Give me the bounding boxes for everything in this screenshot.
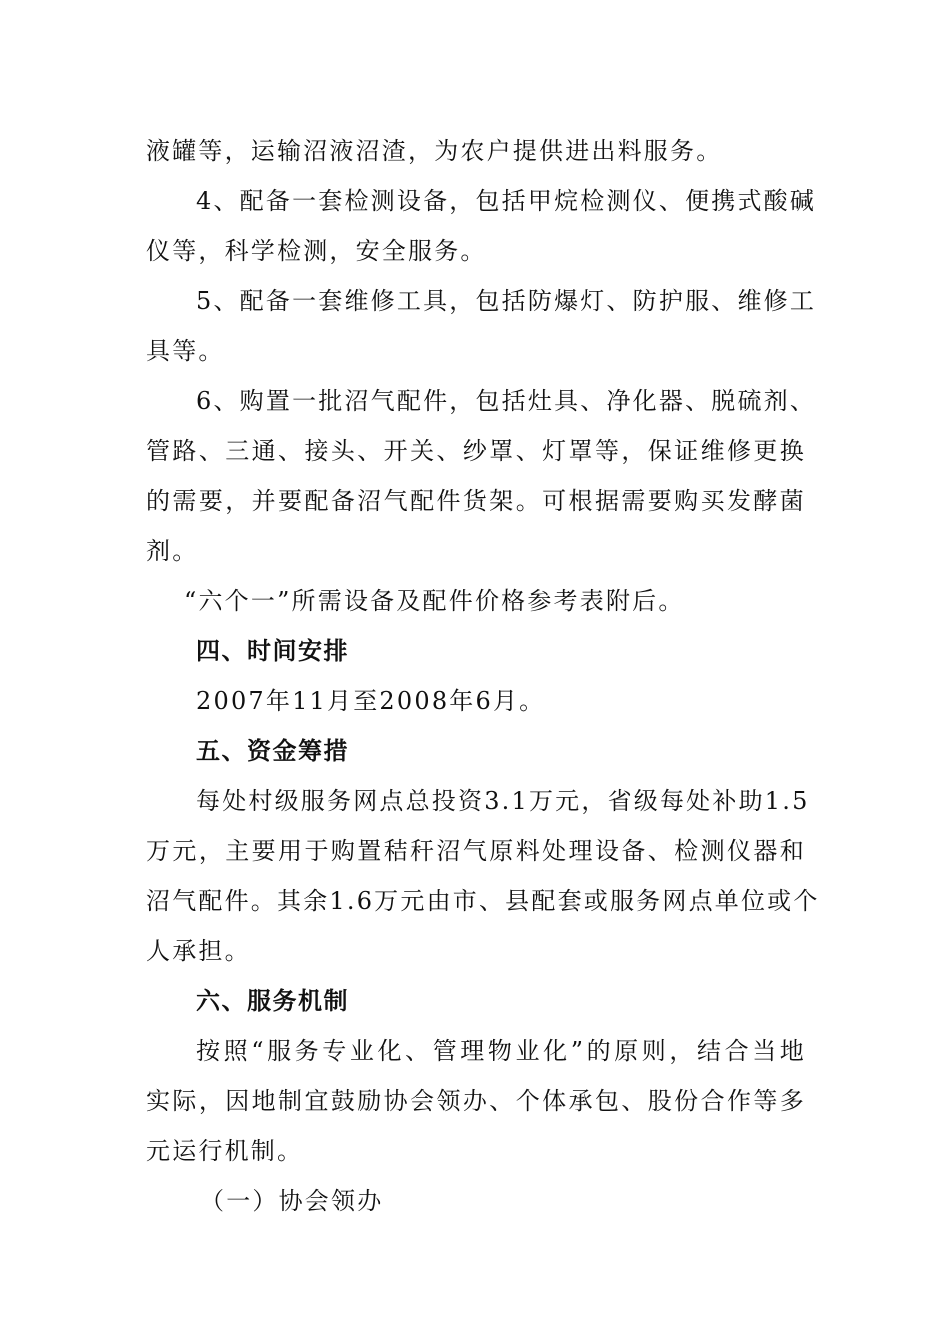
text-line: 每处村级服务网点总投资3.1万元，省级每处补助1.5 <box>196 787 810 815</box>
text-line: 具等。 <box>146 337 225 365</box>
text-line: 按照“服务专业化、管理物业化”的原则，结合当地 <box>196 1037 806 1065</box>
text-line: 2007年11月至2008年6月。 <box>196 687 546 715</box>
text-line: “六个一”所需设备及配件价格参考表附后。 <box>184 587 685 615</box>
text-line: 4、配备一套检测设备，包括甲烷检测仪、便携式酸碱 <box>196 187 817 215</box>
text-line: 5、配备一套维修工具，包括防爆灯、防护服、维修工 <box>196 287 817 315</box>
text-line: 元运行机制。 <box>146 1137 304 1165</box>
text-line: 万元，主要用于购置秸秆沼气原料处理设备、检测仪器和 <box>146 837 806 865</box>
subsection-heading: （一）协会领办 <box>200 1187 384 1215</box>
text-line: 液罐等，运输沼液沼渣，为农户提供进出料服务。 <box>146 137 723 165</box>
section-heading: 五、资金筹措 <box>196 737 349 765</box>
text-line: 沼气配件。其余1.6万元由市、县配套或服务网点单位或个 <box>146 887 820 915</box>
text-line: 剂。 <box>146 537 199 565</box>
text-line: 6、购置一批沼气配件，包括灶具、净化器、脱硫剂、 <box>196 387 817 415</box>
text-line: 人承担。 <box>146 937 251 965</box>
section-heading: 四、时间安排 <box>196 637 349 665</box>
text-line: 实际，因地制宜鼓励协会领办、个体承包、股份合作等多 <box>146 1087 806 1115</box>
text-line: 的需要，并要配备沼气配件货架。可根据需要购买发酵菌 <box>146 487 806 515</box>
section-heading: 六、服务机制 <box>196 987 349 1015</box>
text-line: 管路、三通、接头、开关、纱罩、灯罩等，保证维修更换 <box>146 437 806 465</box>
text-line: 仪等，科学检测，安全服务。 <box>146 237 487 265</box>
